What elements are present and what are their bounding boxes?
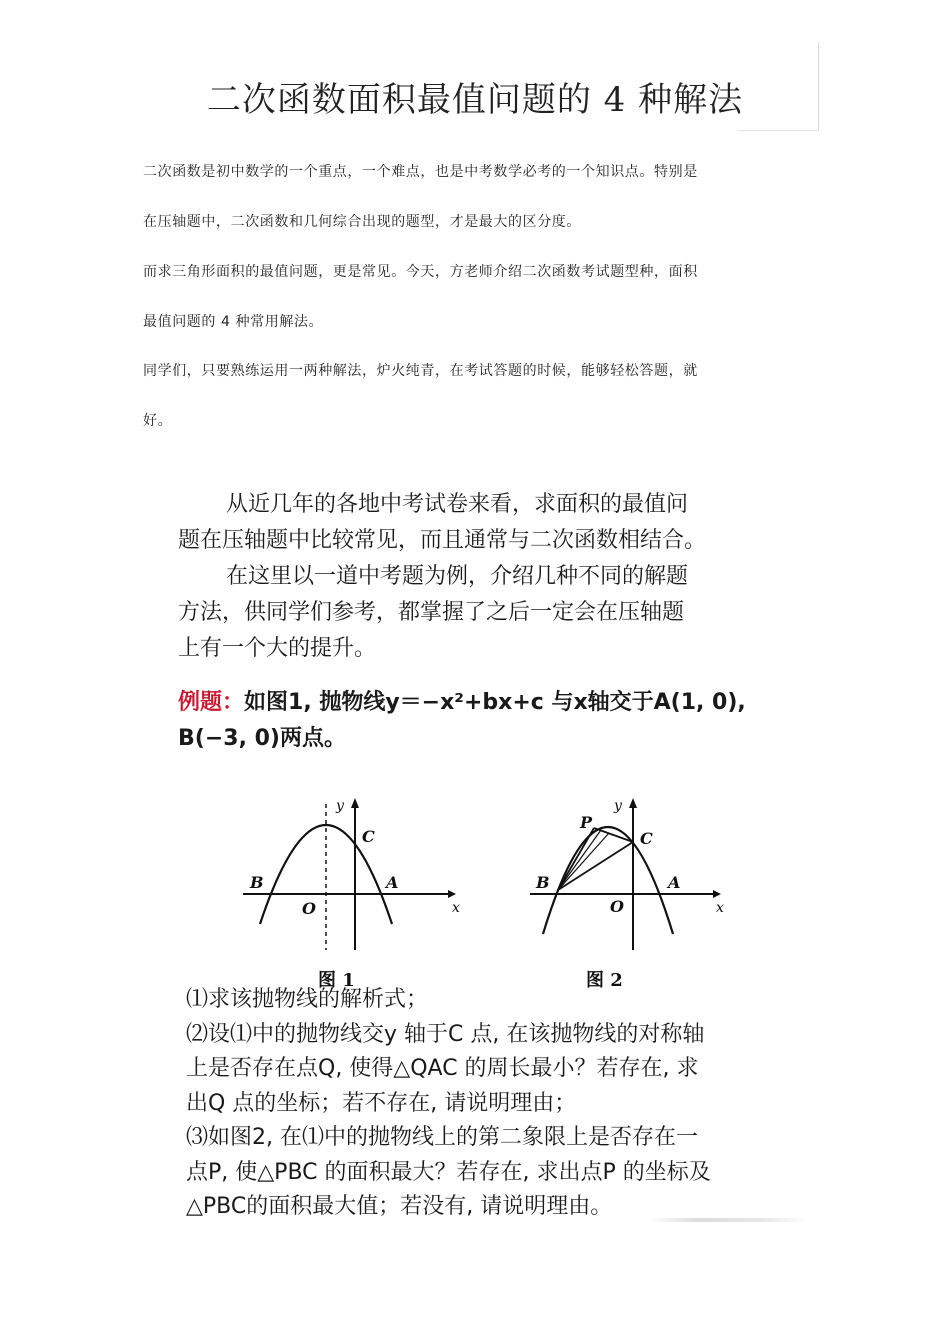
label-y: y [614,798,622,814]
question-line: 上是否存在点Q, 使得△QAC 的周长最小？若存在, 求 [186,1056,699,1081]
intro-line: 同学们，只要熟练运用一两种解法，炉火纯青，在考试答题的时候，能够轻松答题，就 [143,363,698,379]
question-line: ⑶如图2, 在⑴中的抛物线上的第二象限上是否存在一 [186,1125,698,1150]
intro-line: 好。 [143,413,173,429]
example-line: B(−3, 0)两点。 [178,726,346,751]
label-b: B [536,873,550,892]
document-title: 二次函数面积最值问题的 4 种解法 [206,80,744,120]
label-x: x [452,900,460,916]
label-a: A [668,873,681,892]
label-a: A [386,873,399,892]
x-axis-arrow [713,890,721,898]
question-list [186,983,786,1225]
label-origin: O [610,897,624,916]
question-line: ⑴求该抛物线的解析式； [186,987,429,1012]
x-axis-arrow [448,890,456,898]
question-line: △PBC的面积最大值；若没有, 请说明理由。 [186,1194,613,1219]
parabola-figures [228,790,758,990]
question-line: ⑵设⑴中的抛物线交y 轴于C 点, 在该抛物线的对称轴 [186,1021,705,1047]
figure-1-caption: 图 1 [318,970,355,991]
label-origin: O [302,899,316,918]
label-b: B [250,873,264,892]
y-axis-arrow [351,798,359,808]
label-p: P [580,813,593,832]
scan-paragraph-line: 在这里以一道中考题为例，介绍几种不同的解题 [226,564,689,589]
figure-2 [530,798,724,950]
label-y: y [336,798,344,814]
figure-2-caption: 图 2 [586,970,623,991]
intro-line: 最值问题的 4 种常用解法。 [143,314,324,330]
scan-paragraph-line: 方法，供同学们参考，都掌握了之后一定会在压轴题 [178,600,685,625]
intro-line: 而求三角形面积的最值问题，更是常见。今天，方老师介绍二次函数考试题型种，面积 [143,264,698,280]
scan-paragraph-line: 题在压轴题中比较常见，而且通常与二次函数相结合。 [178,528,707,553]
question-line: 出Q 点的坐标；若不存在, 请说明理由； [186,1090,577,1116]
label-c: C [640,829,653,848]
scan-paragraph-line: 从近几年的各地中考试卷来看，求面积的最值问 [226,492,689,517]
scan-watermark-edge [650,1218,810,1222]
intro-line: 二次函数是初中数学的一个重点，一个难点，也是中考数学必考的一个知识点。特别是 [143,164,698,180]
figure-1 [243,798,460,950]
example-label: 例题： [178,690,245,715]
example-line [178,685,808,721]
auxiliary-line [558,830,601,890]
page-corner-mark [738,130,819,131]
question-line: 点P, 使△PBC 的面积最大？若存在, 求出点P 的坐标及 [186,1159,711,1185]
segment-bp [558,828,594,890]
intro-line: 在压轴题中，二次函数和几何综合出现的题型，才是最大的区分度。 [143,214,581,230]
y-axis-arrow [629,798,637,808]
label-c: C [362,827,375,846]
example-text: 如图1, 抛物线y＝−x²+bx+c 与x轴交于A(1, 0), [244,690,746,715]
scan-paragraph-line: 上有一个大的提升。 [178,636,377,661]
label-x: x [716,900,724,916]
scanned-text-block [178,487,808,757]
